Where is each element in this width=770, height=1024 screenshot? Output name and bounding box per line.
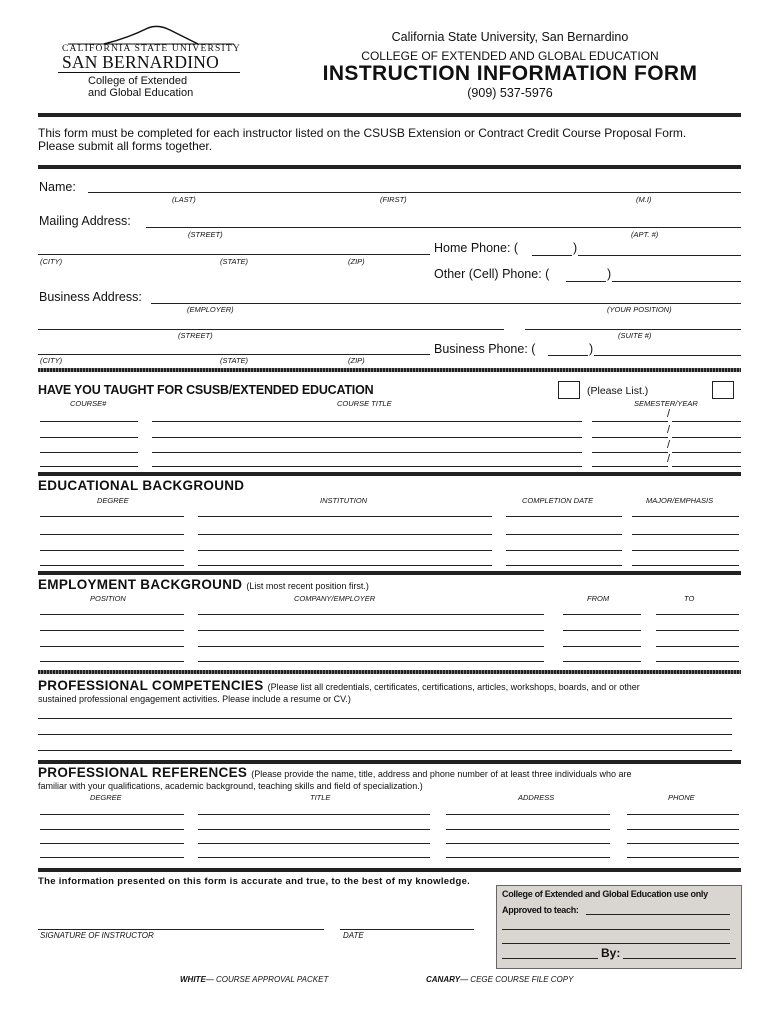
date-field[interactable] (340, 915, 474, 930)
header-university: California State University, San Bernardino (391, 30, 629, 44)
signature-caption: SIGNATURE OF INSTRUCTOR (40, 931, 154, 940)
col-degree: DEGREE (97, 496, 129, 505)
logo-line2: SAN BERNARDINO (62, 52, 219, 72)
competencies-line-1[interactable] (38, 704, 732, 719)
ref-row4-col1[interactable] (40, 857, 184, 858)
edu-row4-col2[interactable] (198, 565, 492, 566)
ref-row3-col4[interactable] (627, 843, 739, 844)
logo-line1: CALIFORNIA STATE UNIVERSITY (62, 44, 241, 54)
competencies-line-3[interactable] (38, 736, 732, 751)
edu-row2-col1[interactable] (40, 534, 184, 535)
col-from: FROM (587, 594, 610, 603)
col-position: POSITION (90, 594, 126, 603)
taught-heading: HAVE YOU TAUGHT FOR CSUSB/EXTENDED EDUCATION (38, 383, 374, 397)
business-phone-field[interactable] (594, 341, 741, 356)
col-to: TO (684, 594, 695, 603)
taught-row2-col1[interactable] (40, 437, 138, 438)
taught-row1-col3[interactable] (592, 421, 668, 422)
business-suite-field[interactable] (525, 315, 741, 330)
approved-line-3[interactable] (502, 943, 730, 944)
ref-col-phone: PHONE (668, 793, 695, 802)
name-mi-caption: (M.I) (636, 195, 652, 204)
office-use-box (496, 885, 742, 969)
footer-white-text: — COURSE APPROVAL PACKET (205, 975, 329, 984)
mailing-city-field[interactable] (38, 240, 430, 255)
name-field[interactable] (88, 178, 741, 193)
home-phone-paren: ) (573, 241, 578, 255)
edu-row1-col4[interactable] (632, 516, 739, 517)
taught-row3-col1[interactable] (40, 452, 138, 453)
footer-canary-text: — CEGE COURSE FILE COPY (460, 975, 574, 984)
ref-row1-col4[interactable] (627, 814, 739, 815)
mailing-address-label: Mailing Address: (39, 214, 131, 228)
taught-slash: / (667, 424, 671, 436)
taught-row4-col3[interactable] (592, 466, 668, 467)
ref-row2-col4[interactable] (627, 829, 739, 830)
footer-white-bold: WHITE (180, 975, 206, 984)
by-label: By: (601, 946, 621, 960)
emp-row2-col1[interactable] (40, 630, 184, 631)
business-state-caption: (STATE) (220, 356, 249, 365)
business-phone-area-field[interactable] (548, 341, 588, 356)
taught-slash: / (667, 453, 671, 465)
col-semester: SEMESTER/YEAR (634, 399, 698, 408)
taught-slash: / (667, 408, 671, 420)
taught-row4-col2[interactable] (152, 466, 582, 467)
office-use-title: College of Extended and Global Education use only (502, 889, 708, 899)
emp-row1-col1[interactable] (40, 614, 184, 615)
references-title: PROFESSIONAL REFERENCES (38, 765, 248, 780)
employment-heading (38, 577, 369, 592)
header-college: COLLEGE OF EXTENDED AND GLOBAL EDUCATION (361, 49, 659, 63)
business-street-caption: (STREET) (178, 331, 213, 340)
home-phone-area-field[interactable] (532, 241, 572, 256)
logo-line4: and Global Education (88, 87, 194, 97)
by-field[interactable] (623, 958, 736, 959)
taught-row2-col3[interactable] (592, 437, 668, 438)
competencies-divider (38, 760, 741, 764)
emp-row4-col2[interactable] (198, 661, 544, 662)
taught-divider (38, 472, 741, 476)
ref-row1-col3[interactable] (446, 814, 610, 815)
taught-row3-col2[interactable] (152, 452, 582, 453)
competencies-line-2[interactable] (38, 720, 732, 735)
references-divider (38, 868, 741, 872)
taught-row1-col1[interactable] (40, 421, 138, 422)
date-caption: DATE (343, 931, 364, 940)
col-completion: COMPLETION DATE (522, 496, 594, 505)
emp-row4-col4[interactable] (656, 661, 739, 662)
ref-col-degree: DEGREE (90, 793, 122, 802)
competencies-note2: sustained professional engagement activities. Please include a resume or CV.) (38, 694, 351, 704)
edu-row1-col1[interactable] (40, 516, 184, 517)
certification-text: The information presented on this form is accurate and true, to the best of my knowledge. (38, 876, 471, 887)
business-position-caption: (YOUR POSITION) (607, 305, 672, 314)
emp-row2-col4[interactable] (656, 630, 739, 631)
taught-row4-col4[interactable] (672, 466, 741, 467)
col-major: MAJOR/EMPHASIS (646, 496, 714, 505)
intro-divider (38, 165, 741, 169)
business-street-field[interactable] (38, 315, 504, 330)
mailing-apt-caption: (APT. #) (631, 230, 659, 239)
business-employer-caption: (EMPLOYER) (187, 305, 234, 314)
mailing-street-field[interactable] (146, 213, 741, 228)
emp-row3-col3[interactable] (563, 646, 641, 647)
references-heading (38, 765, 631, 780)
ref-row2-col1[interactable] (40, 829, 184, 830)
competencies-heading (38, 678, 640, 693)
taught-yes-checkbox[interactable] (558, 381, 580, 399)
mailing-street-caption: (STREET) (188, 230, 223, 239)
other-phone-label: Other (Cell) Phone: ( (434, 267, 550, 281)
ref-col-address: ADDRESS (518, 793, 555, 802)
edu-row3-col1[interactable] (40, 550, 184, 551)
emp-row2-col3[interactable] (563, 630, 641, 631)
taught-no-checkbox[interactable] (712, 381, 734, 399)
ref-row4-col3[interactable] (446, 857, 610, 858)
emp-row2-col2[interactable] (198, 630, 544, 631)
edu-row3-col3[interactable] (506, 550, 622, 551)
education-heading: EDUCATIONAL BACKGROUND (38, 478, 245, 493)
edu-row4-col3[interactable] (506, 565, 622, 566)
ref-row1-col1[interactable] (40, 814, 184, 815)
logo-line3: College of Extended (88, 75, 188, 87)
logo-mountain-icon (58, 24, 242, 46)
name-label: Name: (39, 180, 76, 194)
employment-title: EMPLOYMENT BACKGROUND (38, 577, 243, 592)
col-company: COMPANY/EMPLOYER (294, 594, 376, 603)
approved-line-2[interactable] (502, 929, 730, 930)
edu-row2-col4[interactable] (632, 534, 739, 535)
ref-row4-col4[interactable] (627, 857, 739, 858)
other-phone-area-field[interactable] (566, 267, 606, 282)
ref-row2-col2[interactable] (198, 829, 430, 830)
col-course: COURSE# (70, 399, 107, 408)
business-city-field[interactable] (38, 340, 430, 355)
business-phone-label: Business Phone: ( (434, 342, 536, 356)
emp-row3-col2[interactable] (198, 646, 544, 647)
taught-row1-col2[interactable] (152, 421, 582, 422)
business-suite-caption: (SUITE #) (618, 331, 652, 340)
logo (58, 24, 242, 98)
header-phone: (909) 537-5976 (467, 86, 553, 100)
approved-field[interactable] (586, 914, 730, 915)
taught-row2-col4[interactable] (672, 437, 741, 438)
page-title: INSTRUCTION INFORMATION FORM (322, 62, 698, 85)
home-phone-field[interactable] (578, 241, 741, 256)
edu-row1-col3[interactable] (506, 516, 622, 517)
footer-canary-bold: CANARY (426, 975, 461, 984)
approved-label: Approved to teach: (502, 905, 579, 915)
ref-row3-col3[interactable] (446, 843, 610, 844)
footer-canary (426, 975, 573, 984)
edu-row3-col2[interactable] (198, 550, 492, 551)
business-address-label: Business Address: (39, 290, 142, 304)
education-divider (38, 571, 741, 575)
emp-row4-col3[interactable] (563, 661, 641, 662)
ref-col-title: TITLE (310, 793, 331, 802)
ref-row3-col1[interactable] (40, 843, 184, 844)
business-phone-paren: ) (589, 342, 594, 356)
emp-row1-col3[interactable] (563, 614, 641, 615)
personal-divider (38, 368, 741, 372)
emp-row3-col4[interactable] (656, 646, 739, 647)
please-list-label: (Please List.) (587, 385, 649, 397)
mailing-city-caption: (CITY) (40, 257, 63, 266)
emp-row4-col1[interactable] (40, 661, 184, 662)
emp-row3-col1[interactable] (40, 646, 184, 647)
header-divider (38, 113, 741, 117)
name-first-caption: (FIRST) (380, 195, 407, 204)
taught-row3-col4[interactable] (672, 452, 741, 453)
references-note2: familiar with your qualifications, academic background, teaching skills and field of specialization.) (38, 781, 423, 791)
taught-row4-col1[interactable] (40, 466, 138, 467)
ref-row2-col3[interactable] (446, 829, 610, 830)
business-city-caption: (CITY) (40, 356, 63, 365)
edu-row4-col1[interactable] (40, 565, 184, 566)
taught-slash: / (667, 439, 671, 451)
intro-text: This form must be completed for each instructor listed on the CSUSB Extension or Contract Credit Course Proposal Form. Please submit all forms together. (38, 126, 687, 153)
emp-row1-col2[interactable] (198, 614, 544, 615)
edu-row3-col4[interactable] (632, 550, 739, 551)
emp-row1-col4[interactable] (656, 614, 739, 615)
edu-row4-col4[interactable] (632, 565, 739, 566)
employment-note: (List most recent position first.) (246, 581, 369, 591)
signature-field[interactable] (38, 915, 324, 930)
mailing-state-caption: (STATE) (220, 257, 249, 266)
business-employer-field[interactable] (151, 289, 741, 304)
references-note1: (Please provide the name, title, address and phone number of at least three individuals who are (251, 769, 632, 779)
taught-row1-col4[interactable] (672, 421, 741, 422)
ref-row3-col2[interactable] (198, 843, 430, 844)
ref-row1-col2[interactable] (198, 814, 430, 815)
other-phone-paren: ) (607, 267, 612, 281)
col-course-title: COURSE TITLE (337, 399, 392, 408)
footer-white (180, 975, 328, 984)
competencies-title: PROFESSIONAL COMPETENCIES (38, 678, 264, 693)
col-institution: INSTITUTION (320, 496, 368, 505)
edu-row2-col2[interactable] (198, 534, 492, 535)
employment-divider (38, 670, 741, 674)
business-zip-caption: (ZIP) (348, 356, 365, 365)
edu-row2-col3[interactable] (506, 534, 622, 535)
competencies-note1: (Please list all credentials, certificates, certifications, articles, workshops, boards, and or other (267, 682, 640, 692)
taught-row2-col2[interactable] (152, 437, 582, 438)
other-phone-field[interactable] (612, 267, 741, 282)
approved-date-field[interactable] (502, 958, 598, 959)
mailing-zip-caption: (ZIP) (348, 257, 365, 266)
home-phone-label: Home Phone: ( (434, 241, 519, 255)
name-last-caption: (LAST) (172, 195, 196, 204)
edu-row1-col2[interactable] (198, 516, 492, 517)
taught-row3-col3[interactable] (592, 452, 668, 453)
ref-row4-col2[interactable] (198, 857, 430, 858)
